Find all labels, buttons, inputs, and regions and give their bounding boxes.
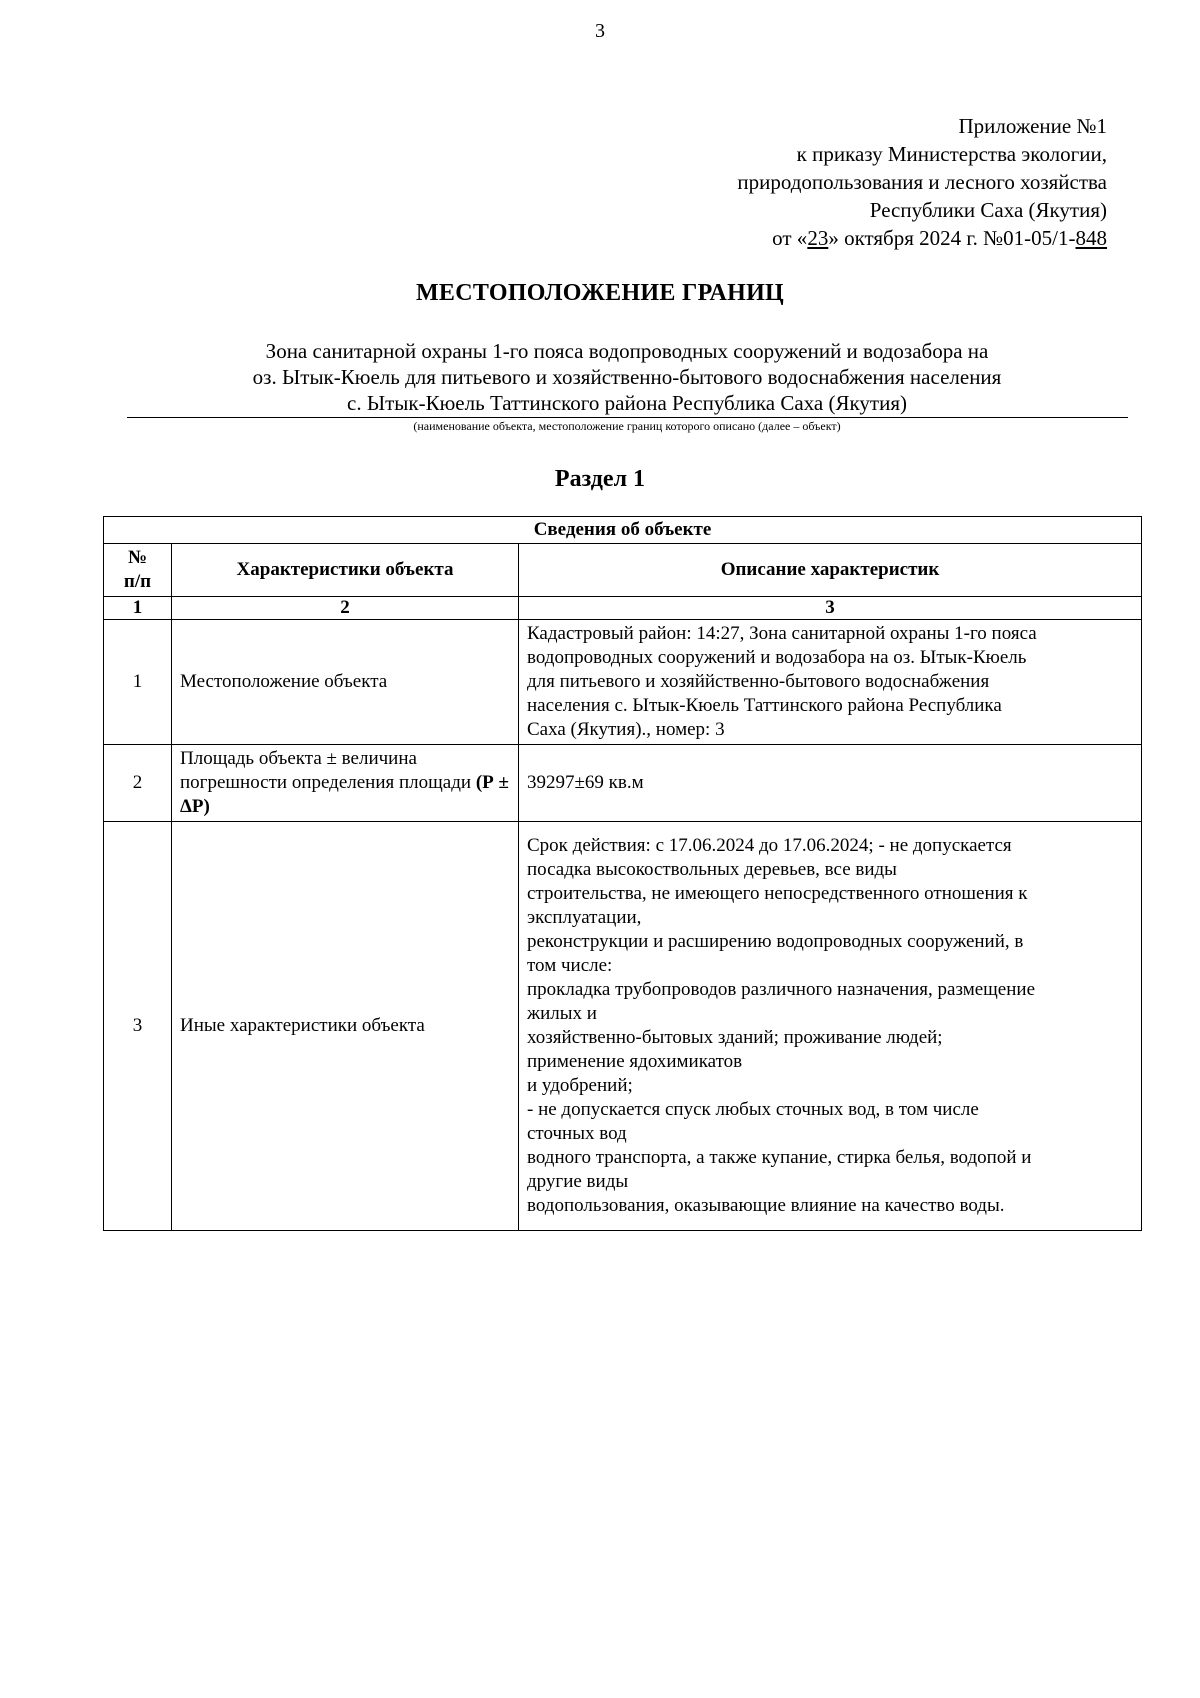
object-name — [127, 338, 1127, 416]
date-middle: » октября 2024 г. №01-05/1- — [828, 226, 1076, 250]
row-characteristic: Иные характеристики объекта — [172, 822, 519, 1231]
page-number: 3 — [595, 20, 605, 42]
row-number: 1 — [104, 620, 172, 745]
section-title: Раздел 1 — [554, 466, 646, 492]
object-name-line-2: оз. Ытык-Кюель для питьевого и хозяйственно-бытового водоснабжения населения — [252, 365, 1002, 389]
table-caption-row — [104, 517, 1142, 544]
table-row — [104, 822, 1142, 1231]
area-label: Площадь объекта ± величина погрешности определения площади — [180, 748, 476, 793]
appendix-block — [737, 112, 1107, 252]
appendix-line-4: Республики Саха (Якутия) — [869, 198, 1107, 222]
header-num: № п/п — [104, 544, 172, 597]
header-description: Описание характеристик — [519, 544, 1142, 597]
appendix-line-2: к приказу Министерства экологии, — [796, 142, 1107, 166]
row-characteristic — [172, 745, 519, 822]
order-number: 848 — [1075, 226, 1107, 250]
object-name-caption: (наименование объекта, местоположение границ которого описано (далее – объект) — [413, 419, 841, 433]
object-name-underline — [127, 417, 1128, 418]
row-description: 39297±69 кв.м — [519, 745, 1142, 822]
table-row — [104, 745, 1142, 822]
appendix-line-3: природопользования и лесного хозяйства — [737, 170, 1107, 194]
index-cell: 1 — [104, 597, 172, 620]
table-index-row — [104, 597, 1142, 620]
index-cell: 3 — [519, 597, 1142, 620]
table-header-row — [104, 544, 1142, 597]
row-number: 3 — [104, 822, 172, 1231]
object-name-line-1: Зона санитарной охраны 1-го пояса водопроводных сооружений и водозабора на — [265, 339, 989, 363]
row-number: 2 — [104, 745, 172, 822]
object-info-table — [103, 516, 1142, 1231]
row-description: Срок действия: с 17.06.2024 до 17.06.2024; - не допускается посадка высокоствольных деревьев, все виды строительства, не имеющего непосредственного отношения к эксплуатации, реконструкции и расширению водопроводных сооружений, в том числе: прокладка трубопроводов различного назначения, размещение жилых и хозяйственно-бытовых зданий; проживание людей; применение ядохимикатов и удобрений; - не допускается спуск любых сточных вод, в том числе сточных вод водного транспорта, а также купание, стирка белья, водопой и другие виды водопользования, оказывающие влияние на качество воды. — [519, 822, 1142, 1231]
index-cell: 2 — [172, 597, 519, 620]
appendix-date-line — [737, 224, 1107, 252]
date-day: 23 — [807, 226, 829, 250]
table-caption: Сведения об объекте — [104, 517, 1142, 544]
row-description: Кадастровый район: 14:27, Зона санитарной охраны 1-го пояса водопроводных сооружений и водозабора на оз. Ытык-Кюель для питьевого и хозяййственно-бытового водоснабжения населения с. Ытык-Кюель Таттинского района Республика Саха (Якутия)., номер: 3 — [519, 620, 1142, 745]
table-row — [104, 620, 1142, 745]
area-formula: (Р ± ΔР) — [180, 772, 509, 817]
header-characteristic: Характеристики объекта — [172, 544, 519, 597]
document-title: МЕСТОПОЛОЖЕНИЕ ГРАНИЦ — [415, 280, 785, 306]
date-prefix: от « — [772, 226, 808, 250]
object-name-line-3: с. Ытык-Кюель Таттинского района Республика Саха (Якутия) — [347, 391, 907, 415]
appendix-line-1: Приложение №1 — [958, 114, 1107, 138]
row-characteristic: Местоположение объекта — [172, 620, 519, 745]
